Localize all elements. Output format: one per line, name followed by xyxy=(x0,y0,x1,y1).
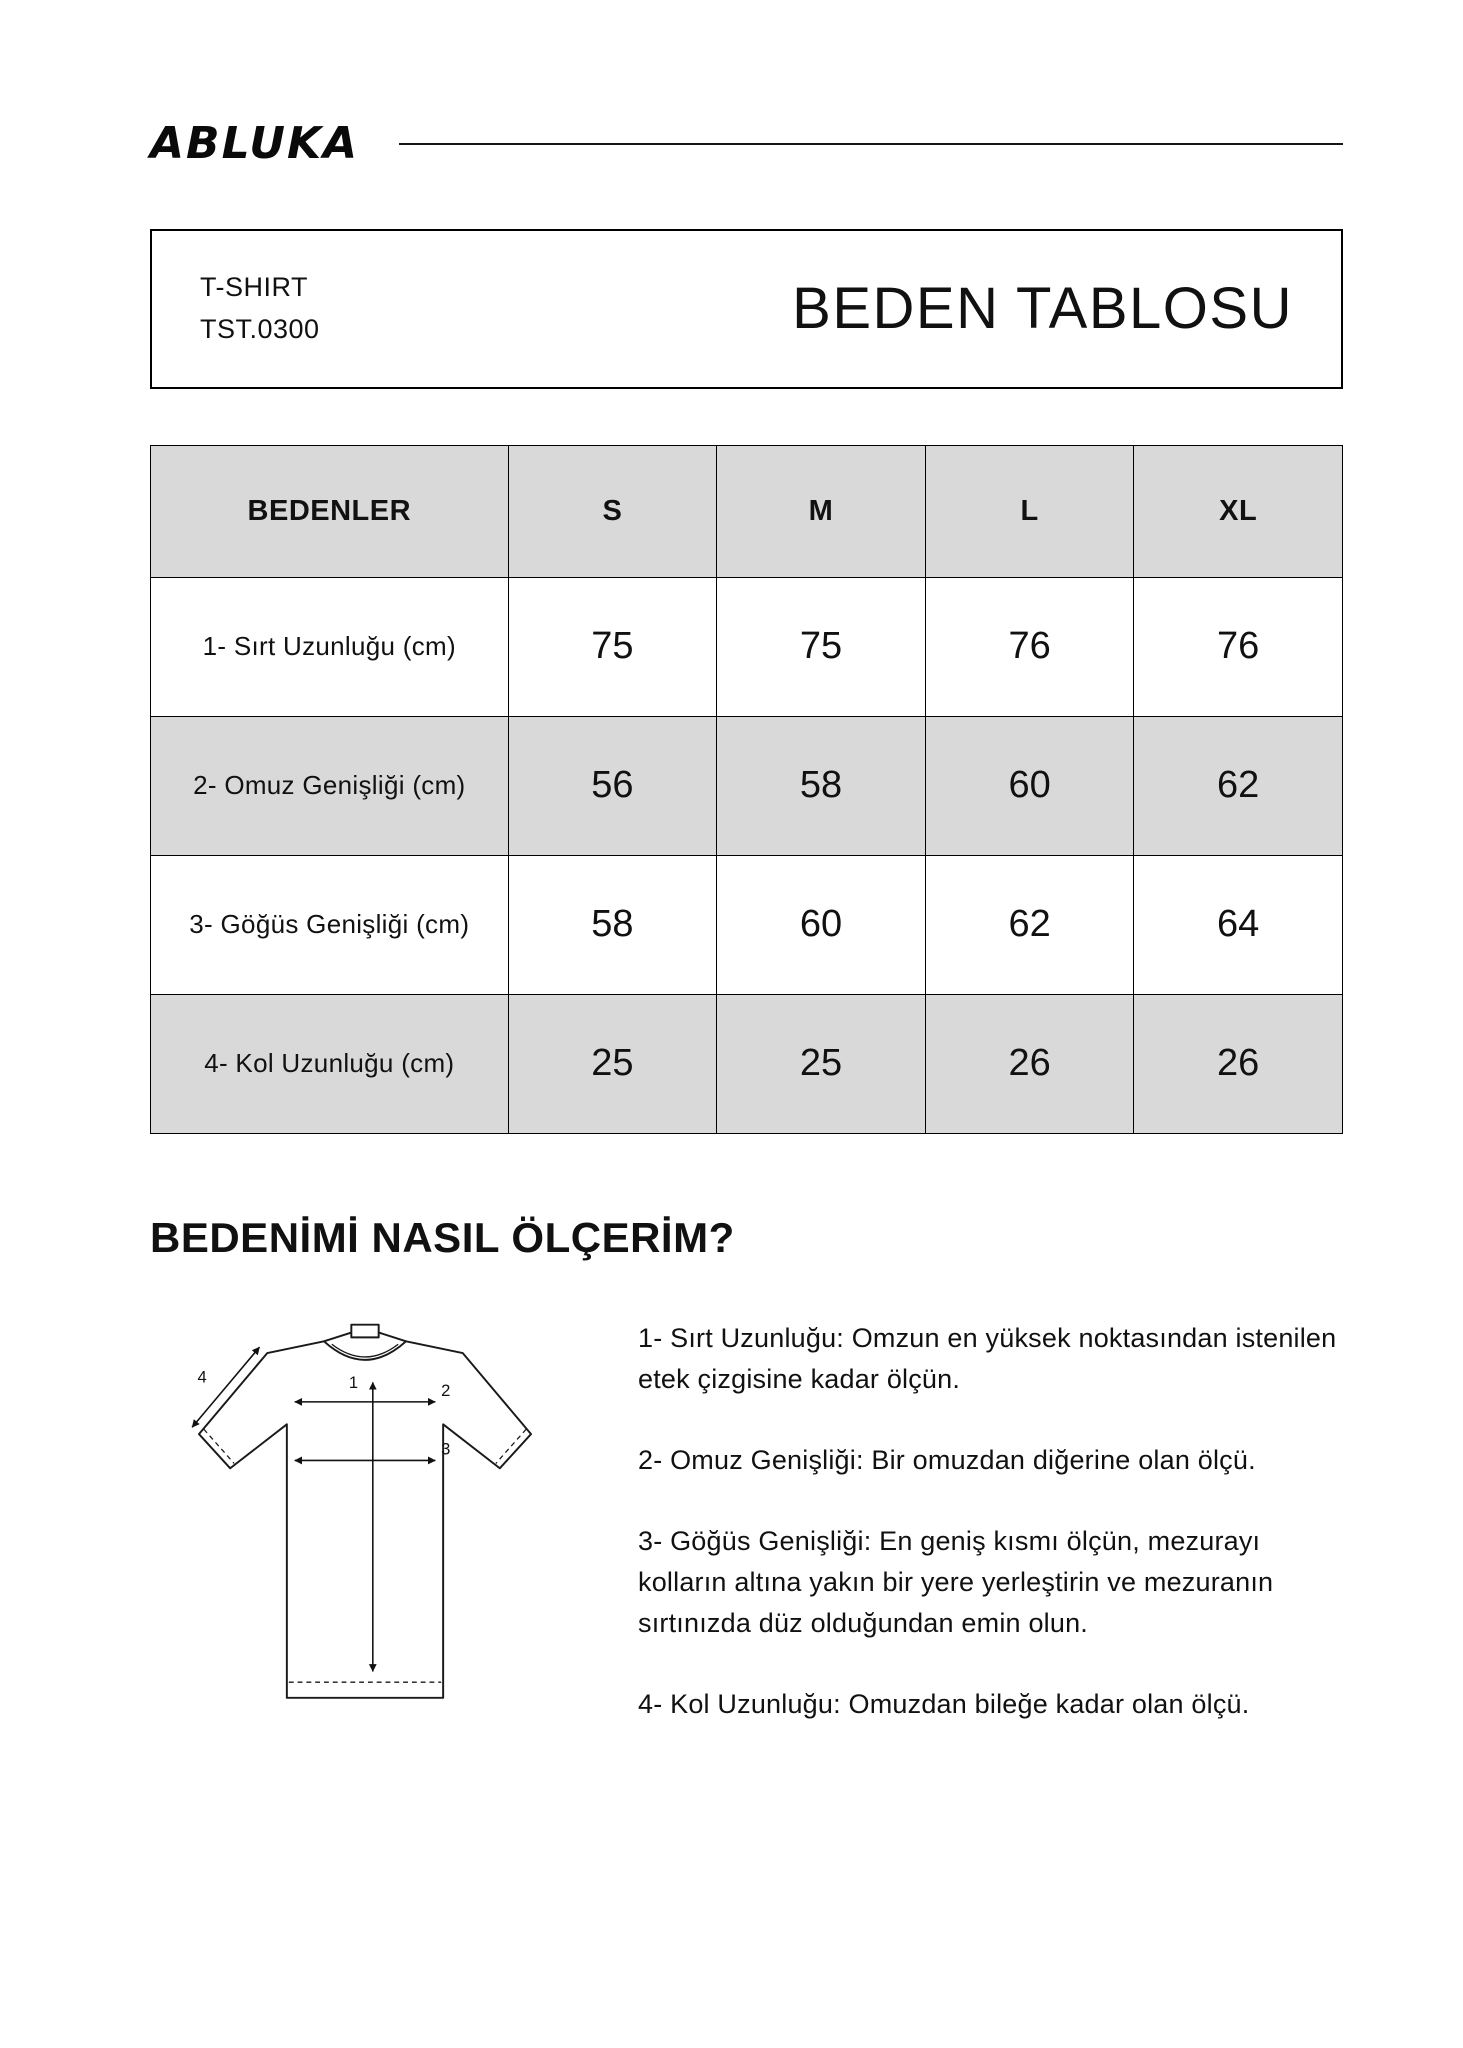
header-rule xyxy=(399,143,1343,145)
table-cell: 60 xyxy=(925,716,1134,855)
collar-tab xyxy=(351,1324,378,1337)
tshirt-measure-illustration xyxy=(150,1312,580,1732)
table-cell: 64 xyxy=(1134,855,1343,994)
row-label: 1- Sırt Uzunluğu (cm) xyxy=(151,577,509,716)
table-row xyxy=(151,716,1343,855)
tshirt-diagram xyxy=(150,1308,580,1737)
table-header-cell: XL xyxy=(1134,445,1343,577)
table-header-cell: M xyxy=(717,445,926,577)
tshirt-outline xyxy=(199,1324,531,1697)
table-header-cell: BEDENLER xyxy=(151,445,509,577)
instruction-sleeve-length: 4- Kol Uzunluğu: Omuzdan bileğe kadar olan ölçü. xyxy=(638,1688,1250,1719)
size-table xyxy=(150,445,1343,1134)
instruction-chest-width: 3- Göğüs Genişliği: En geniş kısmı ölçün, mezurayı kolların altına yakın bir yere yerleştirin ve mezuranın sırtınızda düz olduğundan emin olun. xyxy=(638,1525,1274,1638)
table-cell: 26 xyxy=(925,994,1134,1133)
diagram-label-2: 2 xyxy=(441,1380,451,1400)
brand-logo: ABLUKA xyxy=(150,118,360,169)
product-code: TST.0300 xyxy=(200,313,320,344)
product-info xyxy=(200,267,320,351)
table-row xyxy=(151,994,1343,1133)
measure-heading: BEDENİMİ NASIL ÖLÇERİM? xyxy=(150,1213,735,1261)
table-cell: 26 xyxy=(1134,994,1343,1133)
diagram-label-3: 3 xyxy=(441,1439,451,1459)
title-box xyxy=(150,229,1343,389)
table-cell: 76 xyxy=(1134,577,1343,716)
brand-header xyxy=(150,118,1343,169)
row-label: 2- Omuz Genişliği (cm) xyxy=(151,716,509,855)
page-title: BEDEN TABLOSU xyxy=(792,276,1293,342)
row-label: 4- Kol Uzunluğu (cm) xyxy=(151,994,509,1133)
table-header-cell: L xyxy=(925,445,1134,577)
table-cell: 58 xyxy=(508,855,717,994)
table-cell: 62 xyxy=(1134,716,1343,855)
instruction-shoulder-width: 2- Omuz Genişliği: Bir omuzdan diğerine olan ölçü. xyxy=(638,1444,1256,1475)
table-cell: 76 xyxy=(925,577,1134,716)
table-cell: 58 xyxy=(717,716,926,855)
table-header-cell: S xyxy=(508,445,717,577)
table-header-row xyxy=(151,445,1343,577)
table-cell: 60 xyxy=(717,855,926,994)
row-label: 3- Göğüs Genişliği (cm) xyxy=(151,855,509,994)
product-type: T-SHIRT xyxy=(200,272,309,302)
instruction-back-length: 1- Sırt Uzunluğu: Omzun en yüksek noktasından istenilen etek çizgisine kadar ölçün. xyxy=(638,1322,1337,1394)
table-cell: 62 xyxy=(925,855,1134,994)
diagram-label-1: 1 xyxy=(348,1372,359,1392)
table-row xyxy=(151,577,1343,716)
table-cell: 75 xyxy=(508,577,717,716)
diagram-label-4: 4 xyxy=(197,1367,207,1387)
table-cell: 75 xyxy=(717,577,926,716)
table-row xyxy=(151,855,1343,994)
measure-section xyxy=(150,1308,1343,1765)
table-cell: 25 xyxy=(508,994,717,1133)
table-cell: 25 xyxy=(717,994,926,1133)
measure-instructions xyxy=(638,1308,1343,1765)
table-cell: 56 xyxy=(508,716,717,855)
